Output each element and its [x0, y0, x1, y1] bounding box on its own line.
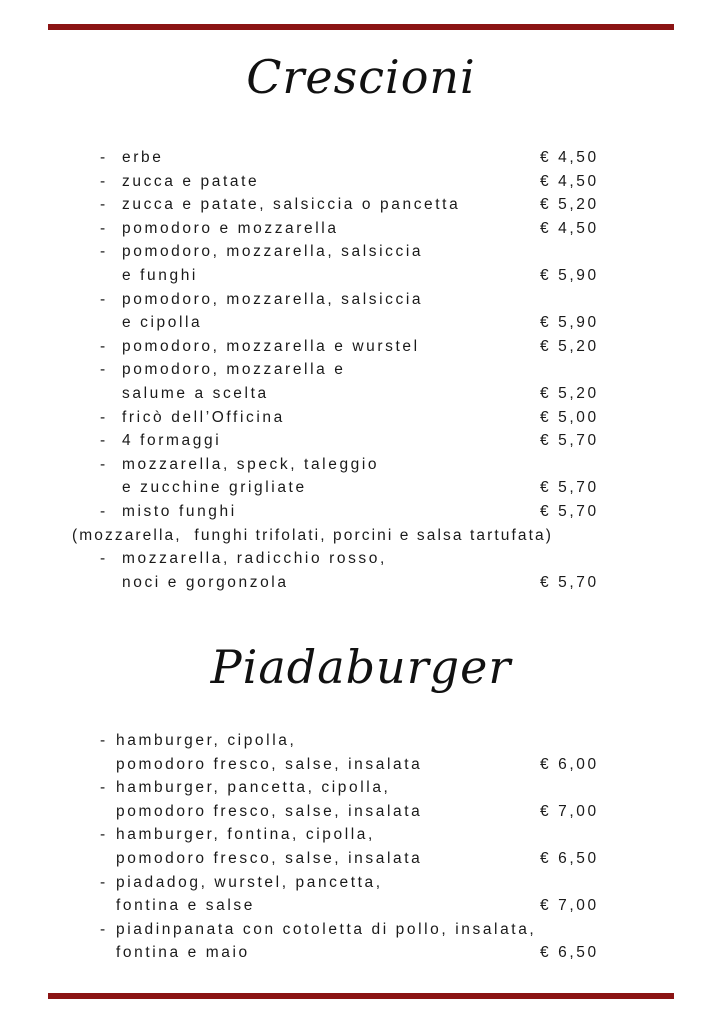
menu-item	[0, 146, 722, 170]
bullet-dash: -	[100, 337, 108, 355]
menu-item-line	[0, 193, 722, 217]
menu-item-price: € 5,90	[540, 314, 599, 332]
menu-item-description: e cipolla	[122, 314, 203, 332]
menu-item-description: misto funghi	[122, 502, 237, 520]
bullet-dash: -	[100, 196, 108, 214]
bullet-dash: -	[100, 732, 108, 749]
menu-item	[0, 358, 722, 405]
menu-item-line	[0, 753, 722, 777]
menu-item-line	[0, 800, 722, 824]
bullet-dash: -	[100, 172, 108, 190]
menu-item	[0, 547, 722, 594]
menu-item-description: 4 formaggi	[122, 432, 222, 450]
menu-item-line	[0, 500, 722, 524]
menu-item-line	[0, 146, 722, 170]
menu-item-price: € 5,20	[540, 384, 599, 402]
crescioni-list	[0, 146, 722, 594]
menu-item-description: pomodoro, mozzarella, salsiccia	[122, 243, 424, 261]
menu-item-line	[0, 429, 722, 453]
menu-item-description: pomodoro e mozzarella	[122, 219, 339, 237]
menu-item	[0, 729, 722, 776]
menu-item-price: € 5,70	[540, 502, 599, 520]
menu-item-description: pomodoro fresco, salse, insalata	[116, 755, 423, 773]
menu-item-description: piadadog, wurstel, pancetta,	[116, 873, 383, 891]
menu-item-description: hamburger, pancetta, cipolla,	[116, 779, 391, 797]
menu-item-description: zucca e patate	[122, 172, 260, 190]
bullet-dash: -	[100, 408, 108, 426]
menu-item-description: e funghi	[122, 266, 198, 284]
menu-item-price: € 5,90	[540, 266, 599, 284]
menu-item-line	[0, 311, 722, 335]
menu-item	[0, 240, 722, 287]
bullet-dash: -	[100, 149, 108, 166]
bullet-dash: -	[100, 502, 108, 520]
bullet-dash: -	[100, 550, 108, 568]
menu-item-description: noci e gorgonzola	[122, 573, 289, 591]
bullet-dash: -	[100, 361, 108, 379]
menu-item	[0, 217, 722, 241]
menu-item-line	[0, 217, 722, 241]
menu-item	[0, 288, 722, 335]
menu-item-line	[0, 264, 722, 288]
menu-item-description: fontina e maio	[116, 944, 250, 962]
menu-item-line	[0, 894, 722, 918]
menu-item	[0, 193, 722, 217]
menu-item-line	[0, 918, 722, 942]
bullet-dash: -	[100, 290, 108, 308]
top-divider-bar	[48, 24, 674, 30]
menu-item-line	[0, 941, 722, 965]
menu-item-description: e zucchine grigliate	[122, 479, 307, 497]
menu-item-description: pomodoro, mozzarella, salsiccia	[122, 290, 424, 308]
menu-item-note-line	[0, 524, 722, 548]
menu-item	[0, 918, 722, 965]
menu-item-line	[0, 571, 722, 595]
menu-item-line	[0, 170, 722, 194]
piadaburger-list	[0, 729, 722, 965]
menu-item-line	[0, 847, 722, 871]
menu-item-line	[0, 871, 722, 895]
menu-item	[0, 406, 722, 430]
menu-item	[0, 500, 722, 547]
menu-item-price: € 4,50	[540, 149, 599, 166]
menu-item-line	[0, 776, 722, 800]
menu-item-description: mozzarella, speck, taleggio	[122, 455, 380, 473]
section-title-piadaburger: Piadaburger	[210, 640, 512, 694]
menu-item-description: zucca e patate, salsiccia o pancetta	[122, 196, 461, 214]
menu-item-price: € 5,20	[540, 337, 599, 355]
menu-item	[0, 453, 722, 500]
menu-item	[0, 335, 722, 359]
menu-item-description: fricò dell’Officina	[122, 408, 285, 426]
menu-item-price: € 5,70	[540, 573, 599, 591]
menu-item-description: pomodoro, mozzarella e	[122, 361, 346, 379]
bullet-dash: -	[100, 219, 108, 237]
menu-item-price: € 5,20	[540, 196, 599, 214]
menu-item-price: € 6,00	[540, 755, 599, 773]
menu-item-description: pomodoro fresco, salse, insalata	[116, 802, 423, 820]
menu-item-line	[0, 476, 722, 500]
bottom-divider-bar	[48, 993, 674, 999]
menu-item-price: € 6,50	[540, 849, 599, 867]
menu-item-line	[0, 547, 722, 571]
bullet-dash: -	[100, 826, 108, 844]
menu-item-line	[0, 288, 722, 312]
menu-item-price: € 5,00	[540, 408, 599, 426]
menu-item-line	[0, 335, 722, 359]
menu-item-description: pomodoro, mozzarella e wurstel	[122, 337, 420, 355]
menu-item-price: € 4,50	[540, 172, 599, 190]
menu-item-line	[0, 382, 722, 406]
menu-item-line	[0, 729, 722, 753]
menu-item-description: pomodoro fresco, salse, insalata	[116, 849, 423, 867]
menu-item-price: € 7,00	[540, 897, 599, 915]
bullet-dash: -	[100, 455, 108, 473]
menu-item-price: € 5,70	[540, 432, 599, 450]
menu-item-line	[0, 240, 722, 264]
menu-item-description: salume a scelta	[122, 384, 269, 402]
bullet-dash: -	[100, 873, 108, 891]
bullet-dash: -	[100, 432, 108, 450]
menu-item-price: € 7,00	[540, 802, 599, 820]
bullet-dash: -	[100, 243, 108, 261]
menu-item-line	[0, 453, 722, 477]
menu-item-line	[0, 406, 722, 430]
menu-item-price: € 5,70	[540, 479, 599, 497]
menu-item	[0, 170, 722, 194]
menu-item	[0, 871, 722, 918]
bullet-dash: -	[100, 779, 108, 797]
menu-item	[0, 429, 722, 453]
menu-item-line	[0, 823, 722, 847]
menu-item-price: € 4,50	[540, 219, 599, 237]
menu-item-description: piadinpanata con cotoletta di pollo, insalata,	[116, 920, 537, 938]
bullet-dash: -	[100, 920, 108, 938]
menu-item-note: (mozzarella, funghi trifolati, porcini e salsa tartufata)	[72, 526, 554, 544]
menu-item	[0, 823, 722, 870]
menu-item-description: hamburger, cipolla,	[116, 732, 297, 749]
menu-item-description: fontina e salse	[116, 897, 255, 915]
menu-item-description: hamburger, fontina, cipolla,	[116, 826, 375, 844]
menu-item-description: mozzarella, radicchio rosso,	[122, 550, 387, 568]
menu-item-price: € 6,50	[540, 944, 599, 962]
menu-item	[0, 776, 722, 823]
menu-item-description: erbe	[122, 149, 164, 166]
section-title-crescioni: Crescioni	[246, 50, 476, 104]
menu-item-line	[0, 358, 722, 382]
